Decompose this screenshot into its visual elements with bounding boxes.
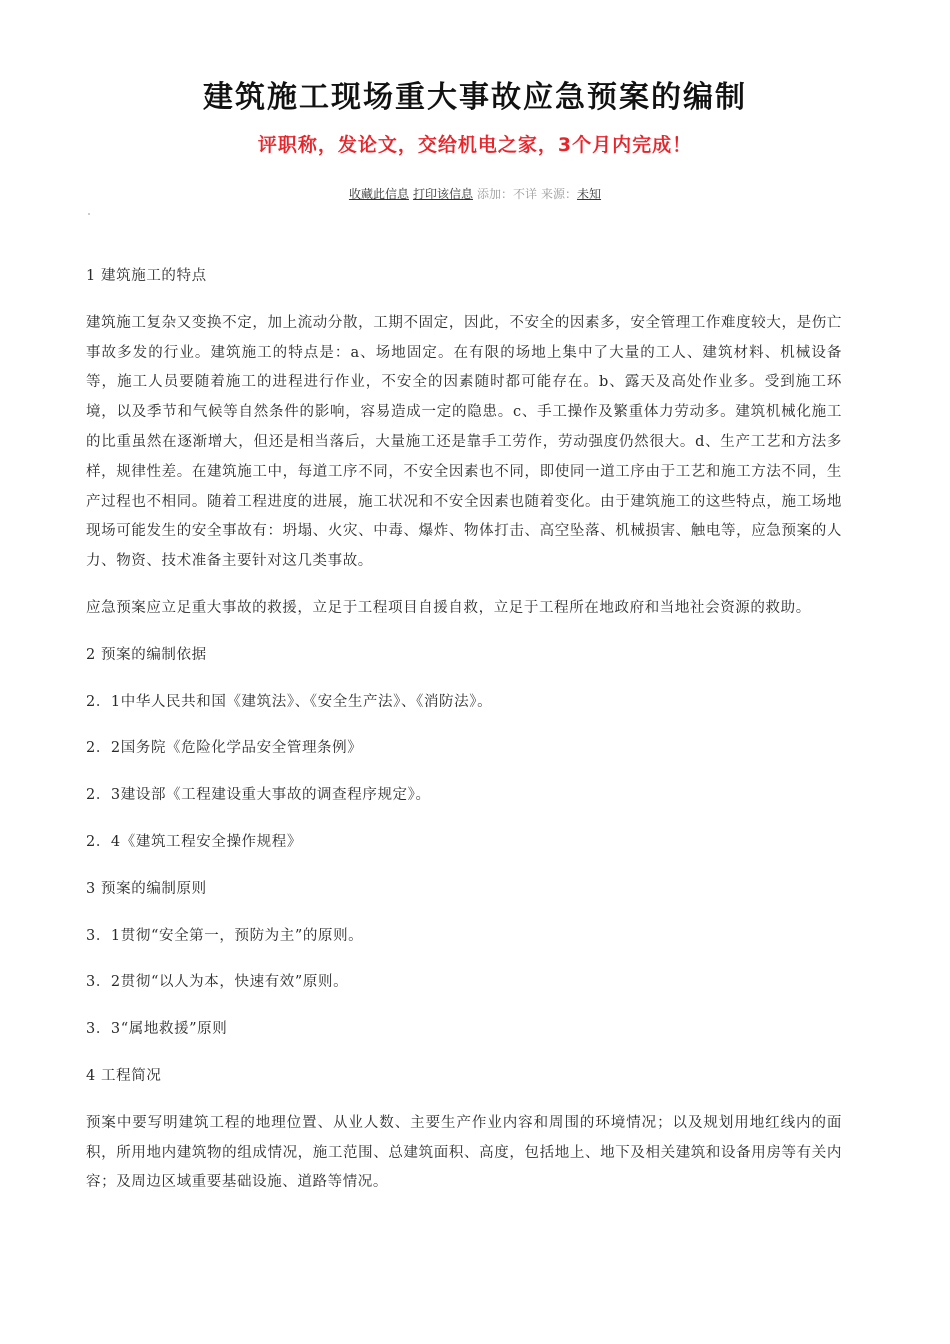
info-meta-bar [0, 185, 950, 202]
paragraph-rescue-basis: 应急预案应立足重大事故的救援，立足于工程项目自援自救，立足于工程所在地政府和当地社会资源的救助。 [86, 599, 811, 616]
paragraph-construction-features: 建筑施工复杂又变换不定，加上流动分散，工期不固定，因此，不安全的因素多，安全管理工作难度较大，是伤亡事故多发的行业。建筑施工的特点是：a、场地固定。在有限的场地上集中了大量的工人、建筑材料、机械设备等，施工人员要随着施工的进程进行作业，不安全的因素随时都可能存在。b、露天及高处作业多。受到施工环境，以及季节和气候等自然条件的影响，容易造成一定的隐患。c、手工操作及繁重体力劳动多。建筑机械化施工的比重虽然在逐渐增大，但还是相当落后，大量施工还是靠手工劳作，劳动强度仍然很大。d、生产工艺和方法多样，规律性差。在建筑施工中，每道工序不同，不安全因素也不同，即使同一道工序由于工艺和施工方法不同，生产过程也不相同。随着工程进度的进展，施工状况和不安全因素也随着变化。由于建筑施工的这些特点，施工场地现场可能发生的安全事故有：坍塌、火灾、中毒、爆炸、物体打击、高空坠落、机械损害、触电等，应急预案的人力、物资、技术准备主要针对这几类事故。 [86, 314, 842, 570]
section-heading-2: 2 预案的编制依据 [86, 646, 207, 663]
source-value-link[interactable]: 未知 [577, 187, 602, 201]
page-title: 建筑施工现场重大事故应急预案的编制 [203, 80, 747, 115]
list-item: 2．3建设部《工程建设重大事故的调查程序规定》。 [86, 787, 431, 804]
section-heading-4: 4 工程简况 [86, 1067, 162, 1084]
print-link[interactable]: 打印该信息 [412, 187, 473, 201]
paragraph-project-overview: 预案中要写明建筑工程的地理位置、从业人数、主要生产作业内容和周围的环境情况；以及规划用地红线内的面积，所用地内建筑物的组成情况，施工范围、总建筑面积、高度，包括地上、地下及相关建筑和设备用房等有关内容；及周边区域重要基础设施、道路等情况。 [86, 1114, 842, 1191]
article-body [86, 262, 842, 1215]
promo-banner[interactable]: 评职称，发论文，交给机电之家，3个月内完成！ [257, 134, 693, 156]
section-heading-1: 1 建筑施工的特点 [86, 268, 207, 284]
list-item: 2．2国务院《危险化学品安全管理条例》 [86, 740, 363, 757]
list-item: 3．3“属地救援”原则 [86, 1021, 228, 1038]
added-label: 添加：不详 [476, 187, 537, 201]
favorite-link[interactable]: 收藏此信息 [348, 187, 409, 201]
list-item: 2．4《建筑工程安全操作规程》 [86, 833, 302, 850]
stray-dot [88, 213, 90, 215]
source-label: 来源： [541, 187, 578, 201]
list-item: 3．2贯彻“以人为本，快速有效”原则。 [86, 974, 349, 991]
section-heading-3: 3 预案的编制原则 [86, 880, 207, 897]
list-item: 3．1贯彻“安全第一，预防为主”的原则。 [86, 927, 364, 944]
list-item: 2．1中华人民共和国《建筑法》、《安全生产法》、《消防法》。 [86, 693, 493, 710]
